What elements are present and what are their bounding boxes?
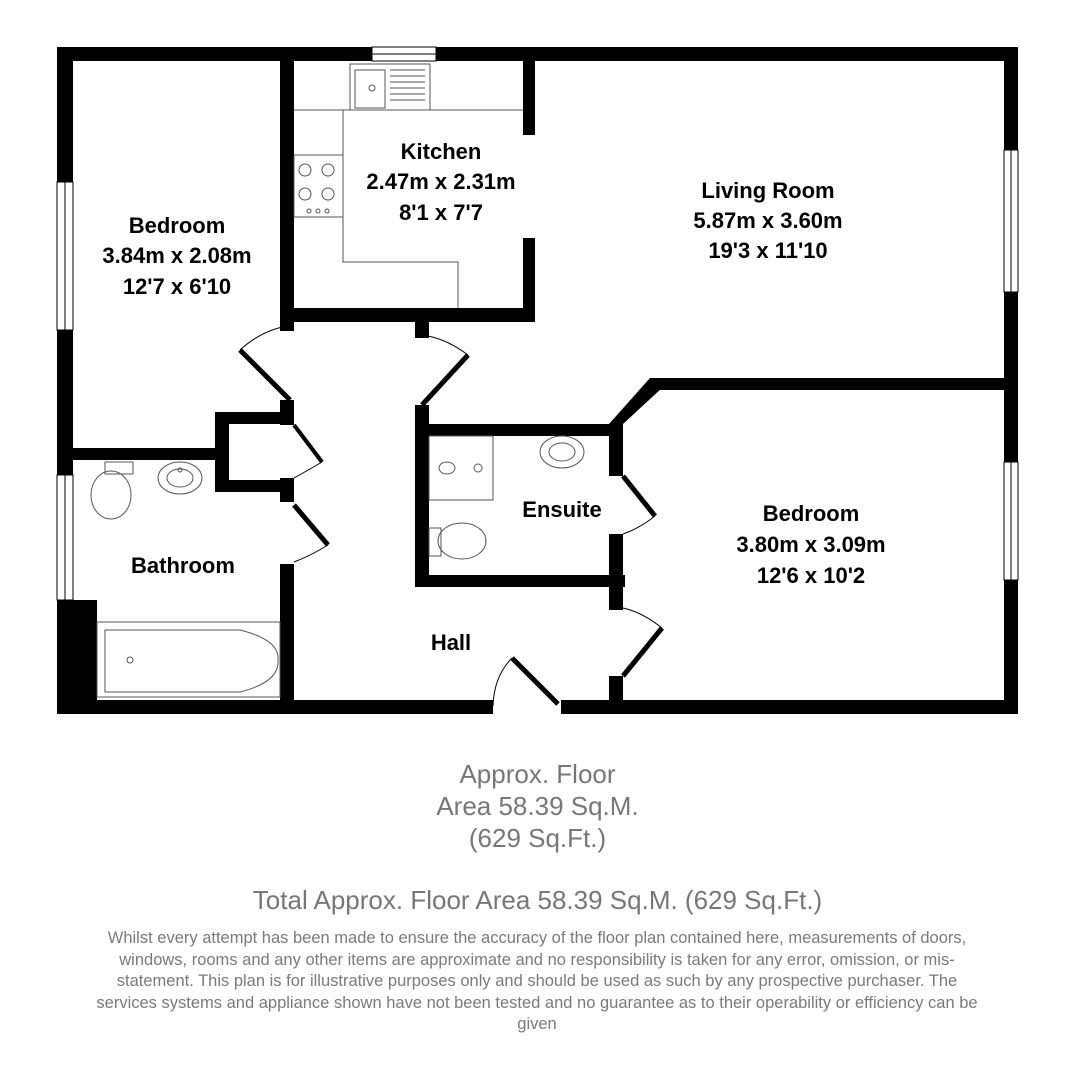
living-room-name: Living Room <box>701 178 835 203</box>
hob-icon <box>294 155 343 217</box>
bedroom-1-name: Bedroom <box>128 213 226 238</box>
bedroom-2-metric: 3.80m x 3.09m <box>736 532 886 557</box>
bedroom-2-imperial: 12'6 x 10'2 <box>756 563 866 588</box>
living-room-metric: 5.87m x 3.60m <box>693 208 843 233</box>
floor-area-line-3: (629 Sq.Ft.) <box>468 823 607 853</box>
ensuite-basin-icon <box>540 436 584 468</box>
bedroom-1-imperial: 12'7 x 6'10 <box>122 274 232 299</box>
kitchen-metric: 2.47m x 2.31m <box>366 169 516 194</box>
shower-icon <box>429 436 493 500</box>
drainer-icon <box>390 70 425 100</box>
disclaimer-text: Whilst every attempt has been made to ensure the accuracy of the floor plan contained here, measurements of doors, windows, rooms and any other items are approximate and no responsibility is taken for any error, omission, or mis-statement. This plan is for illustrative purposes only and should be used as such by any prospective purchaser. The services systems and appliance shown have not been tested and no guarantee as to their operability or efficiency can be given <box>96 929 978 1033</box>
basin-icon <box>158 462 202 494</box>
interior-walls <box>73 61 1004 706</box>
fixtures <box>91 64 584 697</box>
ensuite-toilet-icon <box>429 523 486 559</box>
floor-area-caption <box>0 758 1075 854</box>
total-area-caption: Total Approx. Floor Area 58.39 Sq.M. (629 Sq.Ft.) <box>252 885 823 915</box>
bath-icon <box>97 622 280 697</box>
bedroom-2-name: Bedroom <box>762 501 860 526</box>
ensuite-name: Ensuite <box>522 497 602 522</box>
hall-name: Hall <box>430 630 472 655</box>
living-room-imperial: 19'3 x 11'10 <box>708 238 828 263</box>
floor-area-line-2: Area 58.39 Sq.M. <box>436 791 639 821</box>
kitchen-name: Kitchen <box>400 139 482 164</box>
bathroom-name: Bathroom <box>131 553 235 578</box>
kitchen-sink-icon <box>350 64 430 110</box>
bedroom-1-metric: 3.84m x 2.08m <box>102 243 252 268</box>
floor-area-line-1: Approx. Floor <box>459 759 616 789</box>
kitchen-imperial: 8'1 x 7'7 <box>399 200 483 225</box>
toilet-icon <box>91 462 133 519</box>
